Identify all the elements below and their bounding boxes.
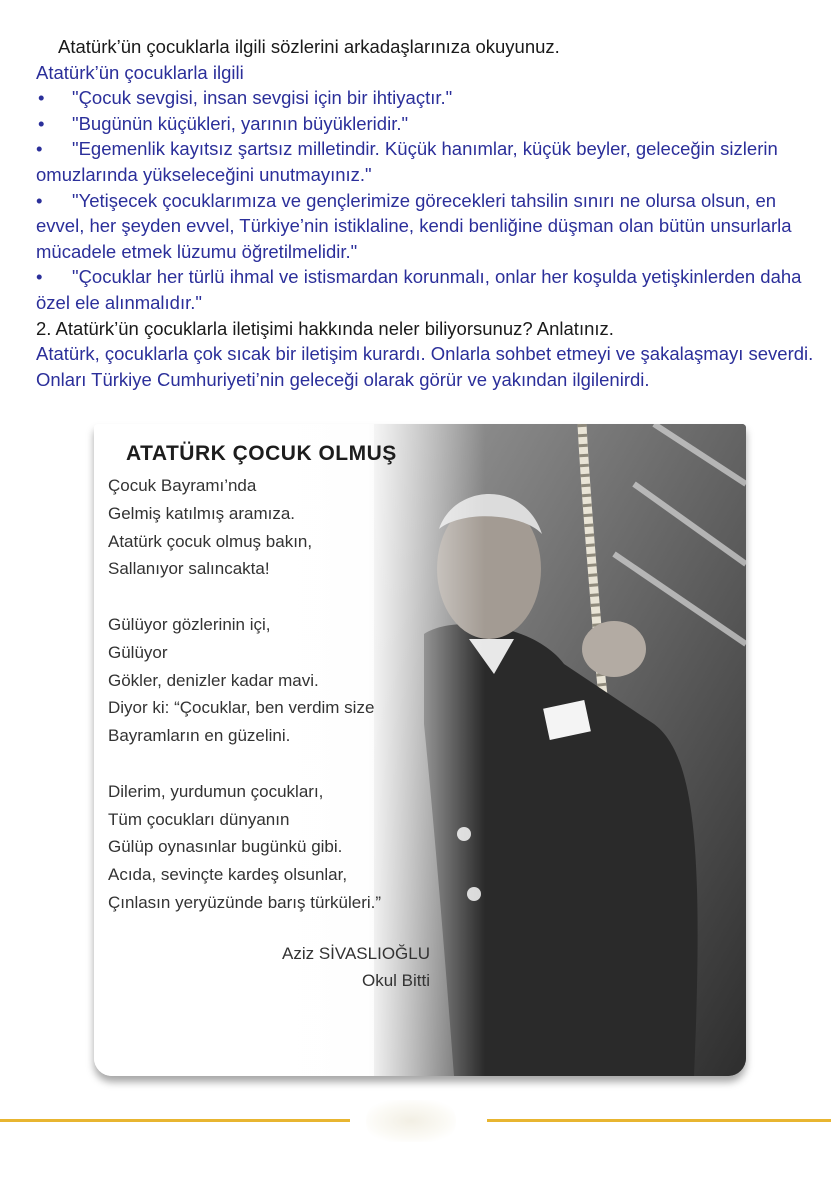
poem-line: Gülüp oynasınlar bugünkü gibi. bbox=[108, 837, 343, 857]
footer-rule-left bbox=[0, 1119, 350, 1122]
bullet-icon: • bbox=[38, 112, 45, 134]
footer-rule-right bbox=[487, 1119, 831, 1122]
quote-text: "Egemenlik kayıtsız şartsız milletindir. Küçük hanımlar, küçük beyler, geleceğin sizlerin omuzlarında yükseleceğini unutmayınız." bbox=[36, 138, 778, 185]
poem-line: Bayramların en güzelini. bbox=[108, 726, 291, 746]
poem-stanza bbox=[108, 611, 438, 750]
poem-attribution bbox=[282, 940, 430, 994]
question-2: 2. Atatürk’ün çocuklarla iletişimi hakkında neler biliyorsunuz? Anlatınız. bbox=[36, 317, 614, 339]
answer-1-heading: Atatürk’ün çocuklarla ilgili bbox=[36, 61, 244, 83]
poem-stanza bbox=[108, 778, 438, 917]
quote-item bbox=[36, 111, 826, 137]
poem-card bbox=[94, 424, 746, 1076]
poem-title: ATATÜRK ÇOCUK OLMUŞ bbox=[126, 442, 397, 465]
poem-line: Sallanıyor salıncakta! bbox=[108, 559, 270, 579]
poem-line: Gökler, denizler kadar mavi. bbox=[108, 670, 319, 690]
question-1: Atatürk’ün çocuklarla ilgili sözlerini arkadaşlarınıza okuyunuz. bbox=[58, 36, 560, 57]
poem-line: Gülüyor gözlerinin içi, bbox=[108, 614, 271, 634]
poem-author: Aziz SİVASLIOĞLU bbox=[281, 944, 430, 963]
poem-body bbox=[108, 472, 438, 945]
bullet-icon: • bbox=[36, 138, 43, 160]
bullet-icon: • bbox=[36, 266, 43, 288]
quote-item bbox=[36, 188, 826, 265]
bullet-icon: • bbox=[36, 189, 43, 211]
poem-line: Tüm çocukları dünyanın bbox=[108, 809, 290, 829]
quote-item bbox=[36, 85, 826, 111]
poem-source: Okul Bitti bbox=[361, 971, 430, 990]
poem-line: Çınlasın yeryüzünde barış türküleri.” bbox=[108, 892, 382, 912]
poem-line: Acıda, sevinçte kardeş olsunlar, bbox=[108, 865, 348, 885]
poem-line: Çocuk Bayramı’nda bbox=[108, 476, 257, 495]
page-number-smudge bbox=[366, 1100, 456, 1142]
poem-line: Diyor ki: “Çocuklar, ben verdim size bbox=[108, 698, 375, 718]
poem-stanza bbox=[108, 472, 438, 583]
poem-line: Atatürk çocuk olmuş bakın, bbox=[108, 531, 313, 551]
poem-line: Gelmiş katılmış aramıza. bbox=[108, 503, 296, 523]
quote-text: "Çocuklar her türlü ihmal ve istismardan korunmalı, onlar her koşulda yetişkinlerden daha özel ele alınmalıdır." bbox=[36, 266, 802, 313]
quote-text: "Bugünün küçükleri, yarının büyükleridir." bbox=[72, 112, 409, 134]
quote-text: "Yetişecek çocuklarımıza ve gençlerimize görecekleri tahsilin sınırı ne olursa olsun, en evvel, her şeyden evvel, Türkiye’nin istiklaline, kendi benliğine düşman olan bütün unsurlarla mücadele etmek lüzumu öğretilmelidir." bbox=[36, 189, 792, 262]
quote-item bbox=[36, 136, 826, 187]
quote-text: "Çocuk sevgisi, insan sevgisi için bir ihtiyaçtır." bbox=[72, 87, 453, 109]
poem-line: Dilerim, yurdumun çocukları, bbox=[108, 781, 324, 801]
poem-line: Gülüyor bbox=[108, 642, 168, 662]
quote-item bbox=[36, 264, 826, 315]
bullet-icon: • bbox=[38, 87, 45, 109]
answer-2: Atatürk, çocuklarla çok sıcak bir iletişim kurardı. Onlarla sohbet etmeyi ve şakalaşmayı severdi. Onları Türkiye Cumhuriyeti’nin geleceği olarak görür ve yakından ilgilenirdi. bbox=[36, 343, 814, 390]
question-answer-section bbox=[36, 34, 826, 392]
